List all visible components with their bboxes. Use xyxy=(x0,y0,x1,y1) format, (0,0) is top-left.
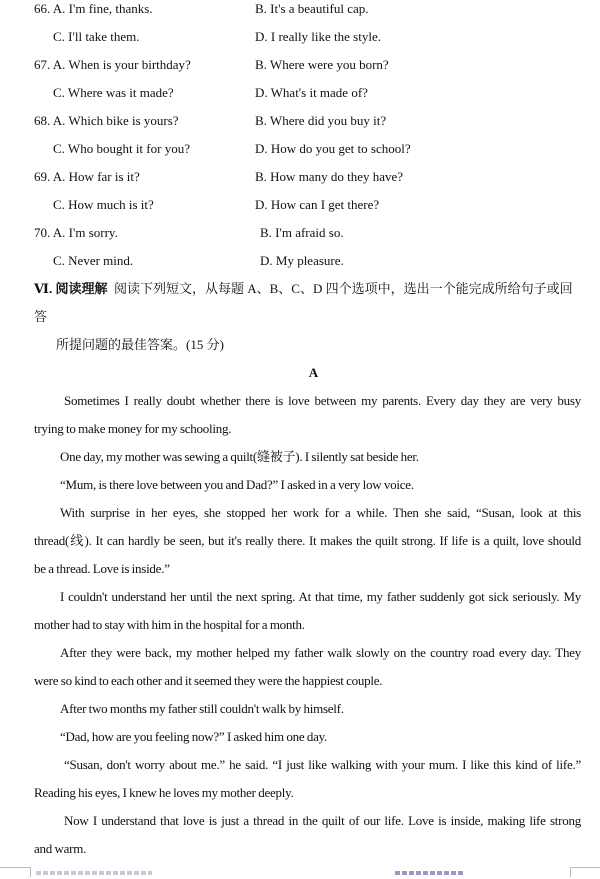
q70-option-c: C. Never mind. xyxy=(53,253,134,268)
q66-option-c: C. I'll take them. xyxy=(53,29,140,44)
passage-line: and warm. xyxy=(34,841,87,856)
q66-option-d: D. I really like the style. xyxy=(255,29,381,44)
passage-line: “Susan, don't worry about me.” he said. “I just like walking with your mum. I like this kind of life.” xyxy=(64,757,581,772)
passage-line: Now I understand that love is just a thread in the quilt of our life. Love is inside, making life strong xyxy=(64,813,581,828)
passage-line: “Mum, is there love between you and Dad?” I asked in a very low voice. xyxy=(60,477,414,492)
section-header xyxy=(34,275,581,387)
q68-option-b: B. Where did you buy it? xyxy=(255,113,387,128)
section-instructions: 阅读下列短文，从每题 A、B、C、D 四个选项中，选出一个能完成所给句子或回答 xyxy=(34,281,573,324)
q66-option-a: 66. A. I'm fine, thanks. xyxy=(34,1,153,16)
q68-option-d: D. How do you get to school? xyxy=(255,141,411,156)
q70-option-b: B. I'm afraid so. xyxy=(260,225,344,240)
passage-line: mother had to stay with him in the hospital for a month. xyxy=(34,617,305,632)
section-title: 阅读理解 xyxy=(55,281,108,296)
page-footer-border xyxy=(0,867,600,879)
q67-option-c: C. Where was it made? xyxy=(53,85,174,100)
questions xyxy=(34,0,581,275)
section-number: Ⅵ. xyxy=(34,281,53,296)
passage-line: After they were back, my mother helped my father walk slowly on the country road every day. They xyxy=(60,645,581,660)
passage-line: I couldn't understand her until the next spring. At that time, my father suddenly got sick seriously. My xyxy=(60,589,581,604)
passage-line: were so kind to each other and it seemed they were the happiest couple. xyxy=(34,673,383,688)
passage-line: thread(线). It can hardly be seen, but it's really there. It makes the quilt strong. If life is a quilt, love should xyxy=(34,533,581,548)
q69-option-a: 69. A. How far is it? xyxy=(34,169,140,184)
passage xyxy=(34,387,581,863)
passage-line: trying to make money for my schooling. xyxy=(34,421,232,436)
passage-line: Reading his eyes, I knew he loves my mother deeply. xyxy=(34,785,294,800)
passage-line: With surprise in her eyes, she stopped her work for a while. Then she said, “Susan, look at this xyxy=(60,505,581,520)
passage-line: “Dad, how are you feeling now?” I asked him one day. xyxy=(60,729,328,744)
q69-option-c: C. How much is it? xyxy=(53,197,154,212)
q68-option-c: C. Who bought it for you? xyxy=(53,141,190,156)
q67-option-a: 67. A. When is your birthday? xyxy=(34,57,191,72)
passage-line: Sometimes I really doubt whether there is love between my parents. Every day they are very busy xyxy=(64,393,581,408)
q67-option-d: D. What's it made of? xyxy=(255,85,368,100)
passage-line: be a thread. Love is inside.” xyxy=(34,561,170,576)
q70-option-d: D. My pleasure. xyxy=(260,253,344,268)
passage-title: A xyxy=(308,365,319,380)
q67-option-b: B. Where were you born? xyxy=(255,57,389,72)
q68-option-a: 68. A. Which bike is yours? xyxy=(34,113,179,128)
passage-line: After two months my father still couldn't walk by himself. xyxy=(60,701,344,716)
q69-option-b: B. How many do they have? xyxy=(255,169,404,184)
q70-option-a: 70. A. I'm sorry. xyxy=(34,225,118,240)
q66-option-b: B. It's a beautiful cap. xyxy=(255,1,369,16)
section-instructions-cont: 所提问题的最佳答案。(15 分) xyxy=(56,337,224,352)
q69-option-d: D. How can I get there? xyxy=(255,197,380,212)
passage-line: One day, my mother was sewing a quilt(缝被子). I silently sat beside her. xyxy=(60,449,419,464)
